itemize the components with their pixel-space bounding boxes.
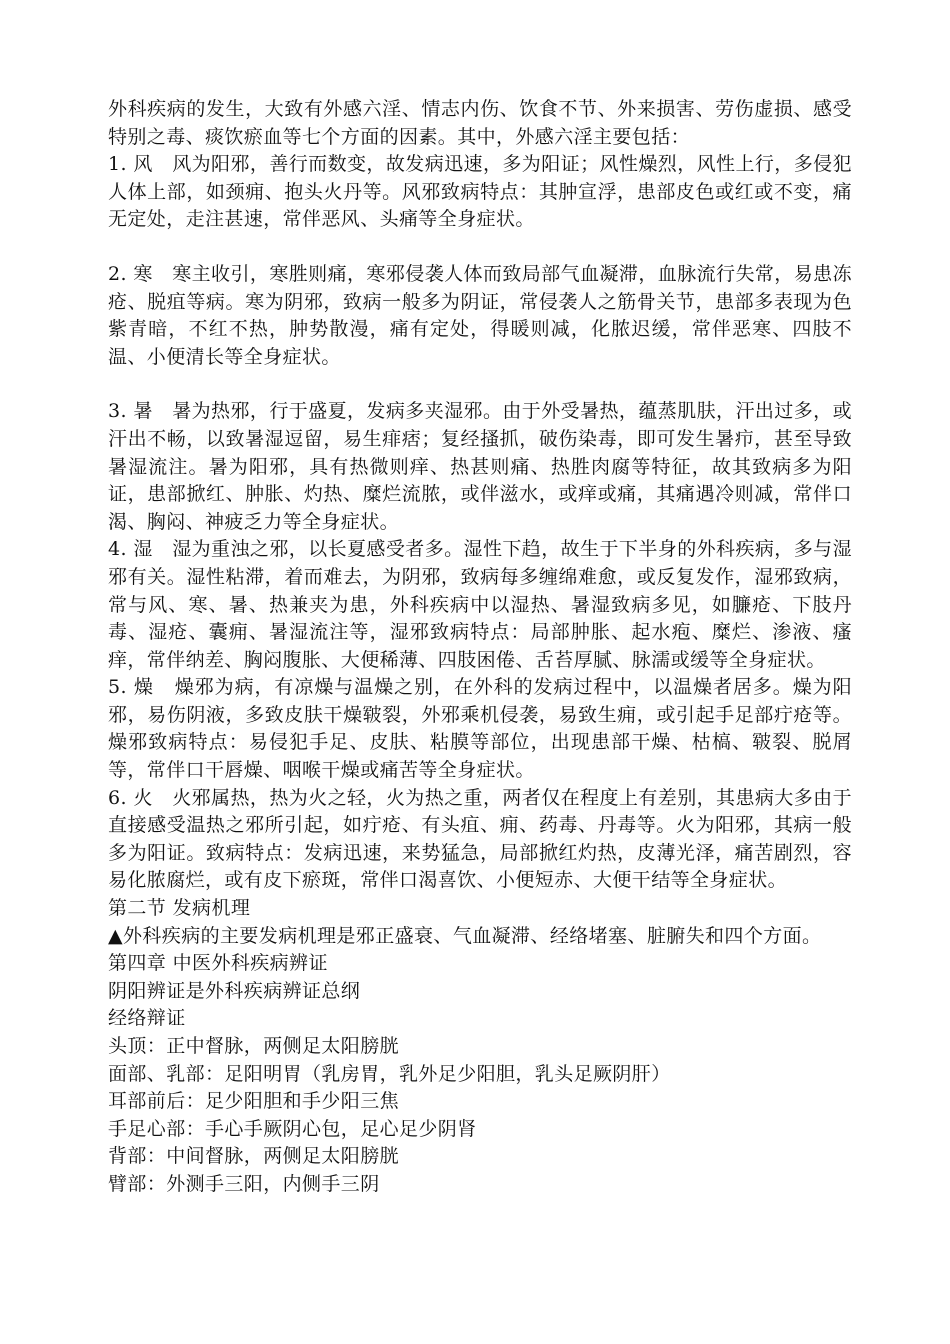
item-text: 寒主收引，寒胜则痛，寒邪侵袭人体而致局部气血凝滞，血脉流行失常，易患冻疮、脱疽等病。寒为阴邪，致病一般多为阴证，常侵袭人之筋骨关节，患部多表现为色紫青暗，不红不热，肿势散漫，痛有定处，得暖则减，化脓迟缓，常伴恶寒、四肢不温、小便清长等全身症状。 [108,262,852,368]
meridian-line: 手足心部：手心手厥阴心包，足心足少阴肾 [108,1117,477,1140]
item-fire [108,785,852,895]
mechanism-paragraph: ▲外科疾病的主要发病机理是邪正盛衰、气血凝滞、经络堵塞、脏腑失和四个方面。 [108,924,822,947]
item-damp [108,536,852,674]
item-cold [108,261,852,371]
item-wind [108,151,852,234]
item-text: 燥邪为病，有凉燥与温燥之别，在外科的发病过程中，以温燥者居多。燥为阳邪，易伤阴液，多致皮肤干燥皲裂，外邪乘机侵袭，易致生痈，或引起手足部疔疮等。燥邪致病特点：易侵犯手足、皮肤、粘膜等部位，出现患部干燥、枯槁、皲裂、脱屑等，常伴口干唇燥、咽喉干燥或痛苦等全身症状。 [108,676,852,782]
item-number: 5. 燥 [108,676,154,699]
meridian-line: 臂部：外测手三阳，内侧手三阴 [108,1172,380,1195]
yinyang-line: 阴阳辨证是外科疾病辨证总纲 [108,979,361,1002]
meridian-heading: 经络辩证 [108,1007,186,1030]
item-number: 3. 暑 [108,400,153,423]
paragraph-gap [108,371,852,398]
section-heading: 第二节 发病机理 [108,897,251,920]
item-text: 火邪属热，热为火之轻，火为热之重，两者仅在程度上有差别，其患病大多由于直接感受温热之邪所引起，如疔疮、有头疽、痈、药毒、丹毒等。火为阳邪，其病一般多为阳证。致病特点：发病迅速，来势猛急，局部掀红灼热，皮薄光泽，痛苦剧烈，容易化脓腐烂，或有皮下瘀斑，常伴口渴喜饮、小便短赤、大便干结等全身症状。 [108,786,852,892]
item-dryness [108,674,852,784]
item-text: 暑为热邪，行于盛夏，发病多夹湿邪。由于外受暑热，蕴蒸肌肤，汗出过多，或汗出不畅，以致暑湿逗留，易生痱痞；复经搔抓，破伤染毒，即可发生暑疖，甚至导致暑湿流注。暑为阳邪，具有热微则痒、热甚则痛、热胜肉腐等特征，故其致病多为阳证，患部掀红、肿胀、灼热、糜烂流脓，或伴滋水，或痒或痛，其痛遇冷则减，常伴口渴、胸闷、神疲乏力等全身症状。 [108,400,852,533]
meridian-line: 头顶：正中督脉，两侧足太阳膀胱 [108,1035,400,1057]
item-text: 湿为重浊之邪，以长夏感受者多。湿性下趋，故生于下半身的外科疾病，多与湿邪有关。湿性粘滞，着而难去，为阴邪，致病每多缠绵难愈，或反复发作，湿邪致病，常与风、寒、暑、热兼夹为患，外科疾病中以湿热、暑湿致病多见，如臁疮、下肢丹毒、湿疮、囊痈、暑湿流注等，湿邪致病特点：局部肿胀、起水疱、糜烂、渗液、瘙痒，常伴纳差、胸闷腹胀、大便稀薄、四肢困倦、舌苔厚腻、脉濡或缓等全身症状。 [108,538,852,671]
item-number: 1. 风 [108,153,153,176]
item-summer-heat [108,398,852,536]
meridian-line: 耳部前后：足少阳胆和手少阳三焦 [108,1090,400,1113]
meridian-line: 背部：中间督脉，两侧足太阳膀胱 [108,1145,400,1168]
item-number: 2. 寒 [108,262,153,285]
document-page [108,96,852,1199]
item-text: 风为阳邪，善行而数变，故发病迅速，多为阳证；风性燥烈，风性上行，多侵犯人体上部，如颈痈、抱头火丹等。风邪致病特点：其肿宣浮，患部皮色或红或不变，痛无定处，走注甚速，常伴恶风、头痛等全身症状。 [108,153,852,231]
chapter-heading: 第四章 中医外科疾病辨证 [108,952,328,975]
paragraph-gap [108,234,852,261]
meridian-line: 面部、乳部：足阳明胃（乳房胃，乳外足少阳胆，乳头足厥阴肝） [108,1062,671,1085]
item-number: 6. 火 [108,786,153,809]
item-number: 4. 湿 [108,538,153,561]
intro-paragraph: 外科疾病的发生，大致有外感六淫、情志内伤、饮食不节、外来损害、劳伤虚损、感受特别之毒、痰饮瘀血等七个方面的因素。其中，外感六淫主要包括： [108,98,852,148]
